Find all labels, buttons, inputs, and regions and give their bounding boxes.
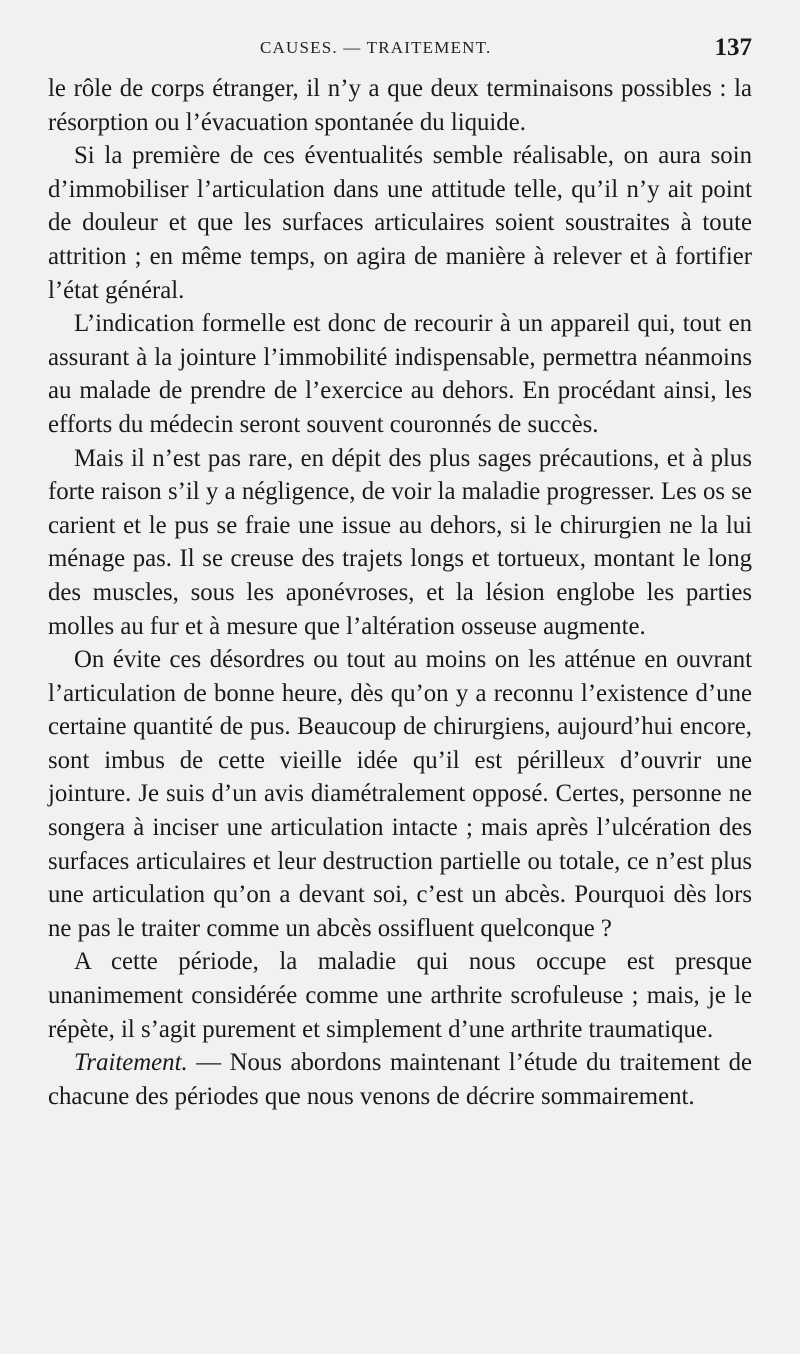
running-head (0, 34, 800, 64)
paragraph (48, 139, 752, 307)
running-title: CAUSES. — TRAITEMENT. (260, 38, 492, 57)
page-number: 137 (714, 34, 752, 61)
paragraph-text: Si la première de ces éventualités semble réalisable, on aura soin d’immobiliser l’articulation dans une attitude telle, qu’il n’y ait point de douleur et que les surfaces articulaires soient soustraites à toute attrition ; en même temps, on agira de manière à relever et à fortifier l’état général. (48, 142, 752, 304)
paragraph (48, 643, 752, 945)
paragraph-text: L’indication formelle est donc de recourir à un appareil qui, tout en assurant à la jointure l’immobilité indispensable, permettra néanmoins au malade de prendre de l’exercice au dehors. En procédant ainsi, les efforts du médecin seront souvent couronnés de succès. (48, 310, 752, 438)
paragraph-text: — Nous abordons maintenant l’étude du traitement de chacune des périodes que nous venons de décrire sommairement. (48, 1049, 752, 1110)
paragraph-text: A cette période, la maladie qui nous occupe est presque unanimement considérée comme une arthrite scrofuleuse ; mais, je le répète, il s’agit purement et simplement d’une arthrite traumatique. (48, 948, 752, 1043)
paragraph (48, 307, 752, 441)
paragraph-text: Mais il n’est pas rare, en dépit des plus sages précautions, et à plus forte raison s’il y a négligence, de voir la maladie progresser. Les os se carient et le pus se fraie une issue au dehors, si le chirurgien ne la lui ménage pas. Il se creuse des trajets longs et tortueux, montant le long des muscles, sous les aponévroses, et la lésion englobe les parties molles au fur et à mesure que l’altération osseuse augmente. (48, 444, 752, 640)
section-rubric: Traitement. (74, 1049, 188, 1077)
paragraph-treatment (48, 1046, 752, 1113)
paragraph-text: le rôle de corps étranger, il n’y a que deux terminaisons possibles : la résorption ou l’évacuation spontanée du liquide. (48, 75, 752, 136)
paragraph (48, 442, 752, 644)
body-text (48, 72, 752, 1113)
paragraph-continuation (48, 72, 752, 139)
paragraph (48, 945, 752, 1046)
paragraph-text: On évite ces désordres ou tout au moins on les atténue en ouvrant l’articulation de bonne heure, dès qu’on y a reconnu l’existence d’une certaine quantité de pus. Beaucoup de chirurgiens, aujourd’hui encore, sont imbus de cette vieille idée qu’il est périlleux d’ouvrir une jointure. Je suis d’un avis diamétralement opposé. Certes, personne ne songera à inciser une articulation intacte ; mais après l’ulcération des surfaces articulaires et leur destruction partielle ou totale, ce n’est plus une articulation qu’on a devant soi, c’est un abcès. Pourquoi dès lors ne pas le traiter comme un abcès ossifluent quelconque ? (48, 646, 752, 942)
